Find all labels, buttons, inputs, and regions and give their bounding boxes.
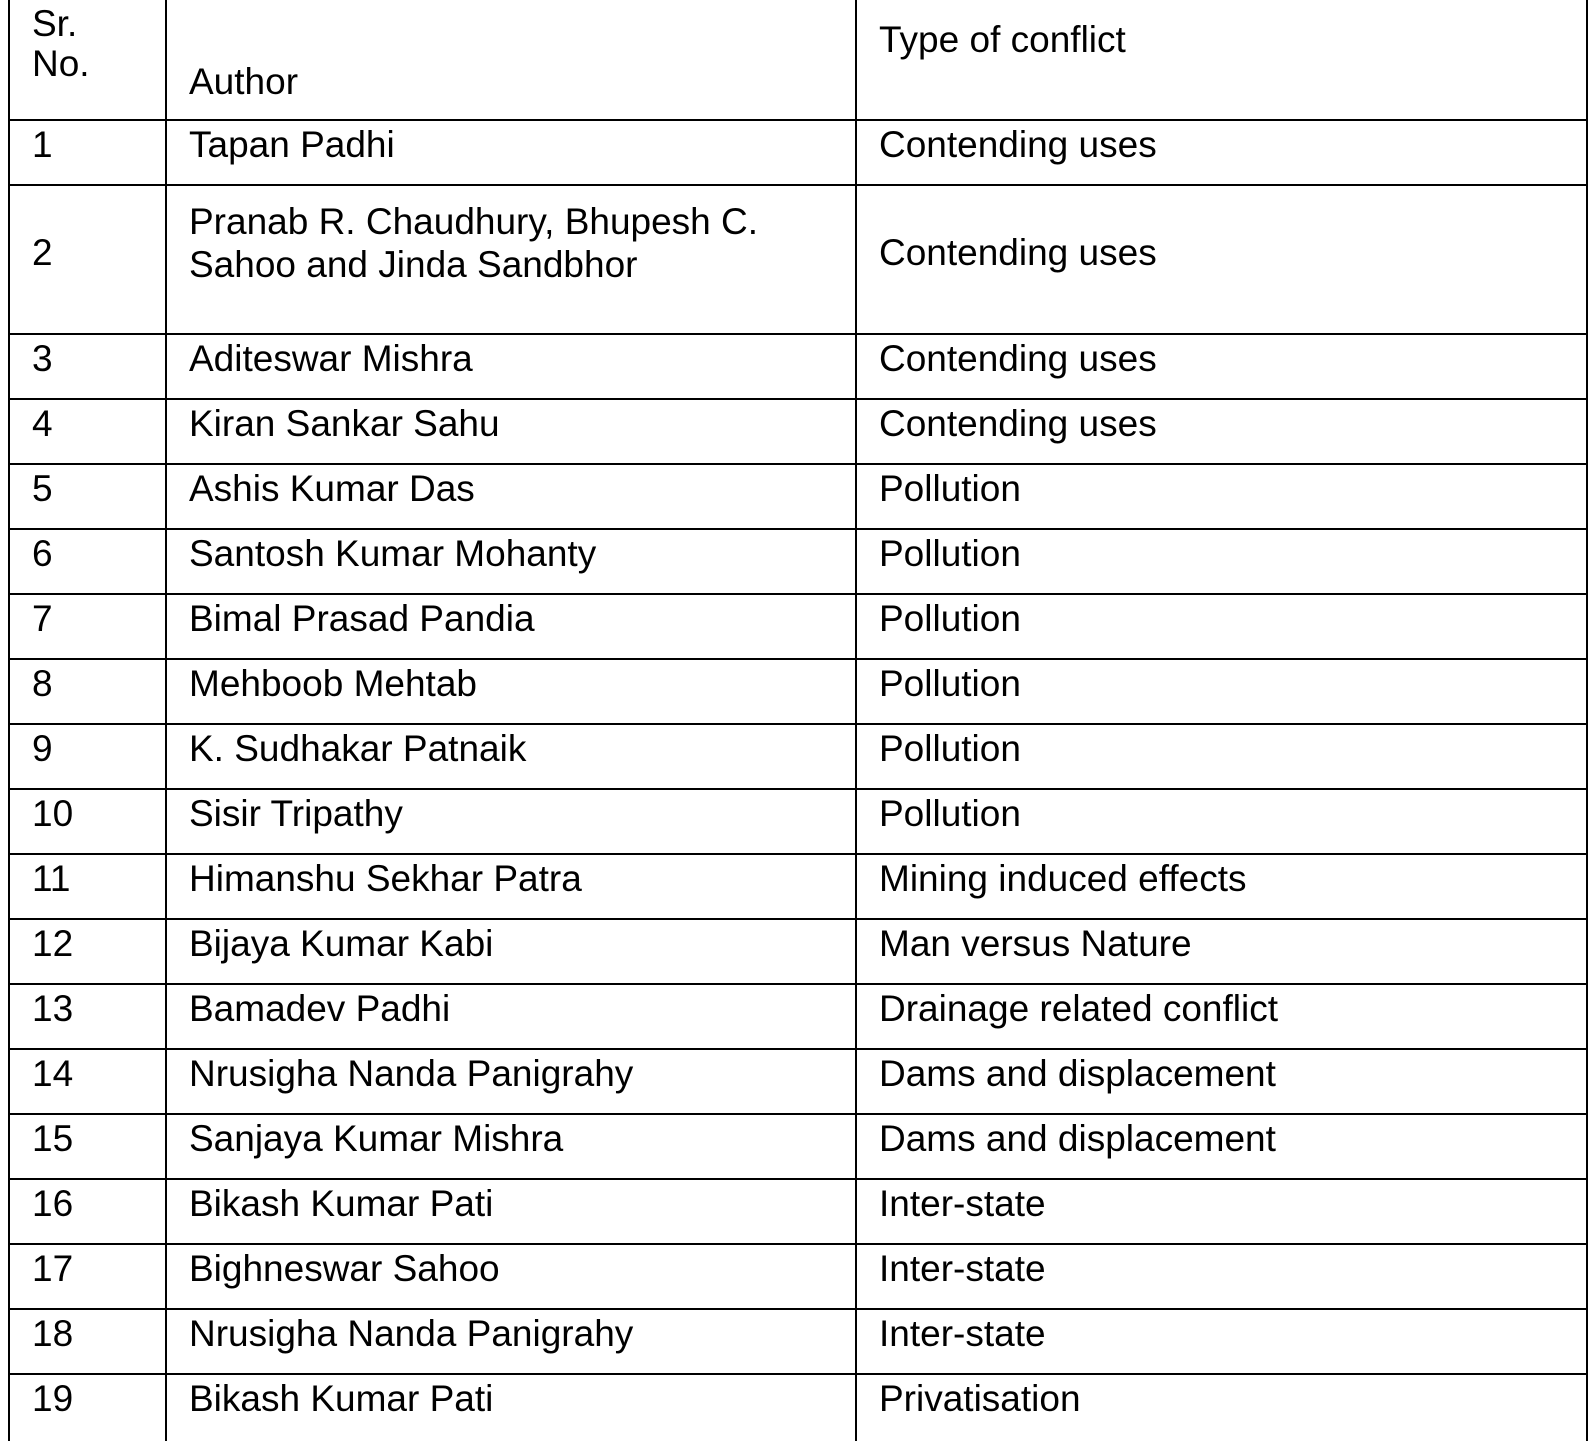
cell-type: Mining induced effects <box>856 854 1587 919</box>
cell-type: Privatisation <box>856 1374 1587 1441</box>
cell-sr-no: 9 <box>9 724 166 789</box>
table-row <box>9 399 1587 464</box>
header-sr-no <box>9 0 166 120</box>
cell-type: Pollution <box>856 659 1587 724</box>
cell-type: Pollution <box>856 529 1587 594</box>
cell-author: Nrusigha Nanda Panigrahy <box>166 1049 856 1114</box>
cell-sr-no: 17 <box>9 1244 166 1309</box>
cell-type: Inter-state <box>856 1179 1587 1244</box>
table-row <box>9 919 1587 984</box>
header-sr-line2: No. <box>32 43 90 84</box>
cell-type: Pollution <box>856 789 1587 854</box>
cell-sr-no: 2 <box>9 185 166 334</box>
cell-type: Contending uses <box>856 120 1587 185</box>
cell-author: Tapan Padhi <box>166 120 856 185</box>
cell-sr-no: 11 <box>9 854 166 919</box>
cell-sr-no: 15 <box>9 1114 166 1179</box>
cell-author: Sisir Tripathy <box>166 789 856 854</box>
cell-author: Bimal Prasad Pandia <box>166 594 856 659</box>
table-row <box>9 854 1587 919</box>
cell-type: Pollution <box>856 724 1587 789</box>
table-row <box>9 464 1587 529</box>
cell-type: Contending uses <box>856 399 1587 464</box>
cell-type: Drainage related conflict <box>856 984 1587 1049</box>
cell-sr-no: 8 <box>9 659 166 724</box>
cell-author: Himanshu Sekhar Patra <box>166 854 856 919</box>
table-row <box>9 984 1587 1049</box>
header-author: Author <box>166 0 856 120</box>
cell-type: Contending uses <box>856 185 1587 334</box>
cell-type: Pollution <box>856 464 1587 529</box>
header-type-of-conflict: Type of conflict <box>856 0 1587 120</box>
table-row <box>9 1049 1587 1114</box>
table-row <box>9 1179 1587 1244</box>
cell-author: Pranab R. Chaudhury, Bhupesh C. Sahoo and Jinda Sandbhor <box>166 185 856 334</box>
table-row <box>9 1309 1587 1374</box>
cell-sr-no: 19 <box>9 1374 166 1441</box>
cell-type: Pollution <box>856 594 1587 659</box>
table-row <box>9 789 1587 854</box>
cell-sr-no: 1 <box>9 120 166 185</box>
cell-author: Bijaya Kumar Kabi <box>166 919 856 984</box>
cell-author: Santosh Kumar Mohanty <box>166 529 856 594</box>
table-row <box>9 120 1587 185</box>
table-row <box>9 659 1587 724</box>
cell-author: Kiran Sankar Sahu <box>166 399 856 464</box>
cell-type: Dams and displacement <box>856 1114 1587 1179</box>
cell-author: Bikash Kumar Pati <box>166 1374 856 1441</box>
cell-author: Bamadev Padhi <box>166 984 856 1049</box>
table-row <box>9 1114 1587 1179</box>
table-row <box>9 185 1587 334</box>
cell-author: Bikash Kumar Pati <box>166 1179 856 1244</box>
cell-sr-no: 18 <box>9 1309 166 1374</box>
cell-type: Dams and displacement <box>856 1049 1587 1114</box>
cell-sr-no: 14 <box>9 1049 166 1114</box>
table-row <box>9 594 1587 659</box>
cell-sr-no: 5 <box>9 464 166 529</box>
table-row <box>9 724 1587 789</box>
cell-sr-no: 13 <box>9 984 166 1049</box>
cell-sr-no: 7 <box>9 594 166 659</box>
cell-author: Ashis Kumar Das <box>166 464 856 529</box>
cell-sr-no: 6 <box>9 529 166 594</box>
cell-type: Inter-state <box>856 1244 1587 1309</box>
cell-type: Man versus Nature <box>856 919 1587 984</box>
conflict-table <box>8 0 1588 1441</box>
cell-author: Bighneswar Sahoo <box>166 1244 856 1309</box>
table-row <box>9 529 1587 594</box>
table-row <box>9 1374 1587 1441</box>
cell-author: Sanjaya Kumar Mishra <box>166 1114 856 1179</box>
table-row <box>9 334 1587 399</box>
cell-author: K. Sudhakar Patnaik <box>166 724 856 789</box>
cell-author: Mehboob Mehtab <box>166 659 856 724</box>
cell-author: Nrusigha Nanda Panigrahy <box>166 1309 856 1374</box>
cell-sr-no: 10 <box>9 789 166 854</box>
cell-sr-no: 4 <box>9 399 166 464</box>
cell-type: Contending uses <box>856 334 1587 399</box>
header-row <box>9 0 1587 120</box>
cell-author: Aditeswar Mishra <box>166 334 856 399</box>
table-row <box>9 1244 1587 1309</box>
header-sr-line1: Sr. <box>32 3 78 44</box>
cell-type: Inter-state <box>856 1309 1587 1374</box>
cell-sr-no: 12 <box>9 919 166 984</box>
cell-sr-no: 3 <box>9 334 166 399</box>
cell-sr-no: 16 <box>9 1179 166 1244</box>
